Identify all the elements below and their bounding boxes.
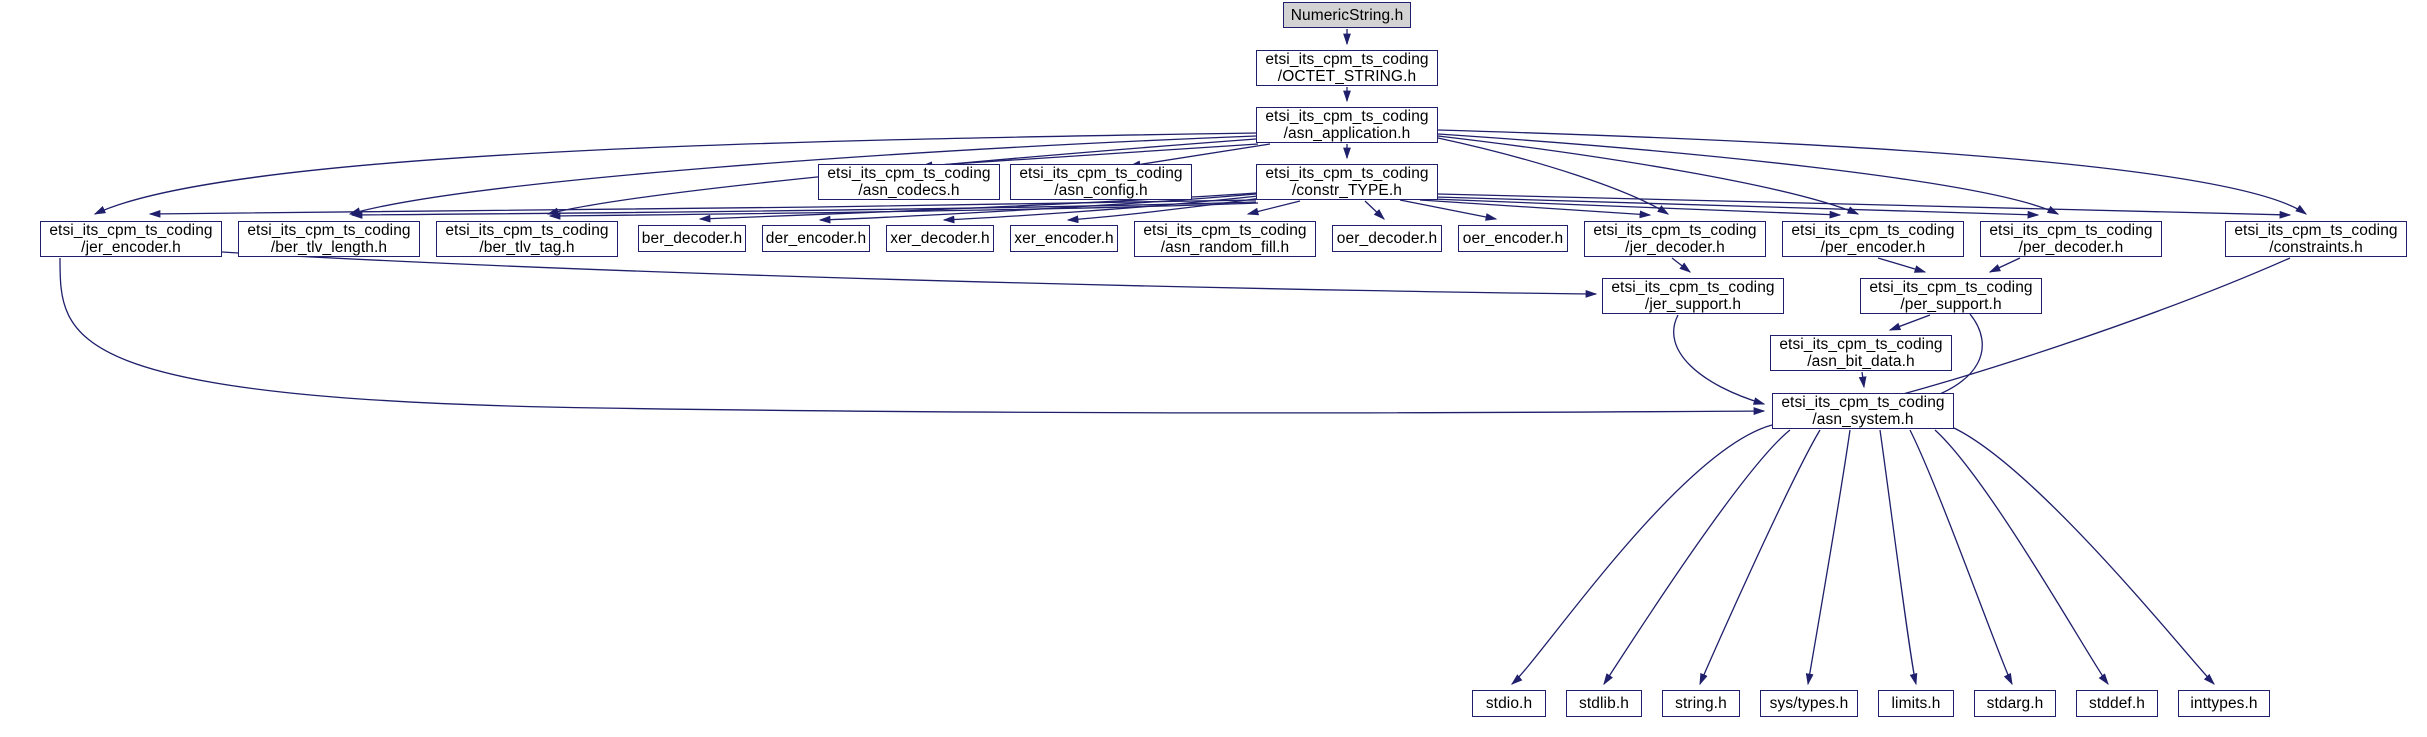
graph-node-label: /per_encoder.h <box>1820 239 1926 256</box>
graph-node-label: etsi_its_cpm_ts_coding <box>827 165 991 182</box>
graph-node-constr_type[interactable] <box>1256 164 1438 200</box>
graph-node-asn_codecs[interactable] <box>818 164 1000 200</box>
graph-node-label: /constr_TYPE.h <box>1292 182 1402 199</box>
graph-node-asn_random_fill[interactable] <box>1134 221 1316 257</box>
graph-node-label: limits.h <box>1891 695 1941 712</box>
graph-node-label: stdarg.h <box>1986 695 2044 712</box>
graph-node-ber_tlv_tag[interactable] <box>436 221 618 257</box>
graph-node-per_encoder[interactable] <box>1782 221 1964 257</box>
graph-node-label: stdlib.h <box>1579 695 1629 712</box>
graph-node-label: etsi_its_cpm_ts_coding <box>1611 279 1775 296</box>
graph-node-label: etsi_its_cpm_ts_coding <box>1143 222 1307 239</box>
graph-node-label: /jer_decoder.h <box>1625 239 1725 256</box>
graph-node-numericstring[interactable] <box>1283 2 1411 28</box>
graph-node-constraints[interactable] <box>2225 221 2407 257</box>
graph-node-label: /per_decoder.h <box>2018 239 2124 256</box>
graph-node-label: /asn_random_fill.h <box>1160 239 1290 256</box>
graph-node-label: xer_decoder.h <box>890 230 990 247</box>
graph-node-label: etsi_its_cpm_ts_coding <box>1869 279 2033 296</box>
graph-node-string[interactable] <box>1662 690 1740 717</box>
graph-node-per_support[interactable] <box>1860 278 2042 314</box>
graph-node-der_encoder[interactable] <box>762 225 870 252</box>
graph-node-label: der_encoder.h <box>765 230 867 247</box>
graph-node-label: etsi_its_cpm_ts_coding <box>49 222 213 239</box>
graph-node-label: etsi_its_cpm_ts_coding <box>445 222 609 239</box>
graph-node-oer_decoder[interactable] <box>1332 225 1442 252</box>
graph-node-label: /ber_tlv_tag.h <box>479 239 575 256</box>
graph-node-label: stddef.h <box>2089 695 2145 712</box>
graph-node-asn_application[interactable] <box>1256 107 1438 143</box>
graph-node-stddef[interactable] <box>2076 690 2158 717</box>
graph-node-label: etsi_its_cpm_ts_coding <box>1781 394 1945 411</box>
graph-node-jer_decoder[interactable] <box>1584 221 1766 257</box>
graph-node-stdarg[interactable] <box>1974 690 2056 717</box>
graph-node-sys_types[interactable] <box>1760 690 1858 717</box>
graph-node-oer_encoder[interactable] <box>1458 225 1568 252</box>
graph-node-label: etsi_its_cpm_ts_coding <box>1791 222 1955 239</box>
graph-node-xer_decoder[interactable] <box>886 225 994 252</box>
graph-node-stdio[interactable] <box>1472 690 1546 717</box>
graph-node-label: etsi_its_cpm_ts_coding <box>1019 165 1183 182</box>
graph-node-label: sys/types.h <box>1769 695 1849 712</box>
graph-node-label: /asn_application.h <box>1283 125 1411 142</box>
graph-node-label: /OCTET_STRING.h <box>1277 68 1417 85</box>
graph-node-ber_decoder[interactable] <box>638 225 746 252</box>
graph-node-label: /asn_codecs.h <box>858 182 960 199</box>
graph-node-jer_support[interactable] <box>1602 278 1784 314</box>
graph-node-label: /per_support.h <box>1900 296 2002 313</box>
graph-node-asn_bit_data[interactable] <box>1770 335 1952 371</box>
graph-node-asn_config[interactable] <box>1010 164 1192 200</box>
graph-node-label: etsi_its_cpm_ts_coding <box>247 222 411 239</box>
graph-node-label: etsi_its_cpm_ts_coding <box>1265 51 1429 68</box>
graph-node-label: /jer_support.h <box>1644 296 1742 313</box>
graph-node-asn_system[interactable] <box>1772 393 1954 429</box>
graph-node-stdlib[interactable] <box>1566 690 1642 717</box>
graph-node-label: etsi_its_cpm_ts_coding <box>2234 222 2398 239</box>
graph-node-label: stdio.h <box>1485 695 1533 712</box>
graph-node-label: etsi_its_cpm_ts_coding <box>1265 108 1429 125</box>
graph-node-limits[interactable] <box>1878 690 1954 717</box>
graph-node-octet_string[interactable] <box>1256 50 1438 86</box>
graph-node-label: string.h <box>1675 695 1727 712</box>
graph-node-label: /asn_bit_data.h <box>1807 353 1915 370</box>
graph-node-label: /asn_system.h <box>1812 411 1914 428</box>
graph-node-label: /asn_config.h <box>1054 182 1148 199</box>
graph-node-label: inttypes.h <box>2190 695 2258 712</box>
graph-node-label: /ber_tlv_length.h <box>270 239 388 256</box>
graph-node-label: etsi_its_cpm_ts_coding <box>1593 222 1757 239</box>
graph-node-per_decoder[interactable] <box>1980 221 2162 257</box>
graph-node-jer_encoder[interactable] <box>40 221 222 257</box>
graph-node-ber_tlv_length[interactable] <box>238 221 420 257</box>
graph-node-label: etsi_its_cpm_ts_coding <box>1779 336 1943 353</box>
graph-node-label: /constraints.h <box>2269 239 2363 256</box>
graph-node-xer_encoder[interactable] <box>1010 225 1118 252</box>
graph-node-label: etsi_its_cpm_ts_coding <box>1265 165 1429 182</box>
graph-node-label: ber_decoder.h <box>641 230 743 247</box>
graph-node-label: /jer_encoder.h <box>81 239 181 256</box>
graph-node-label: oer_encoder.h <box>1462 230 1564 247</box>
graph-node-label: etsi_its_cpm_ts_coding <box>1989 222 2153 239</box>
graph-node-inttypes[interactable] <box>2178 690 2270 717</box>
graph-node-label: oer_decoder.h <box>1336 230 1438 247</box>
graph-node-label: NumericString.h <box>1290 6 1404 24</box>
graph-node-label: xer_encoder.h <box>1014 230 1114 247</box>
